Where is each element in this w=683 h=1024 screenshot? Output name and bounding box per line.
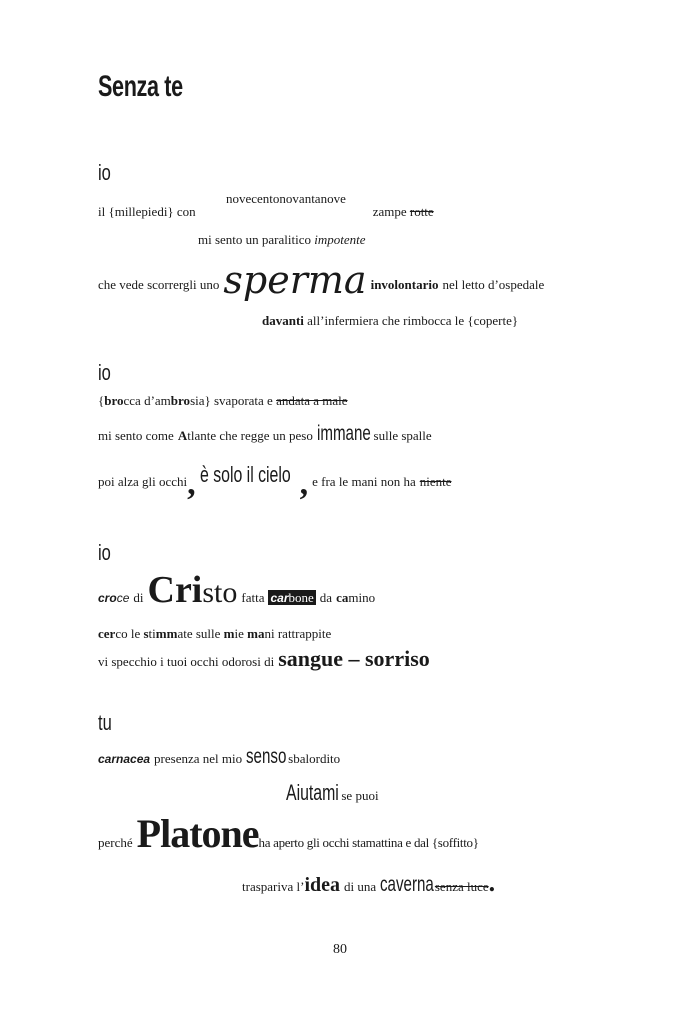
text-segment: che vede scorrergli uno: [98, 277, 220, 292]
stanza-4-line-2: [286, 780, 379, 806]
poem-title: Senza te: [98, 70, 183, 103]
text-segment: vi specchio i tuoi occhi odorosi di: [98, 654, 275, 669]
stanza-1-line-1-raised: novecentonovantanove: [226, 191, 346, 206]
bold-text: ma: [247, 626, 265, 641]
page-number: 80: [333, 942, 347, 957]
text-segment: fatta: [241, 590, 265, 605]
bold-text: cer: [98, 626, 116, 641]
bold-italic-text: carnacea: [98, 752, 151, 766]
stanza-3-line-2: [98, 626, 331, 642]
text-segment: poi alza gli occhi: [98, 474, 188, 489]
text-segment: e fra le mani non ha: [312, 474, 416, 489]
stanza-3-line-1: [98, 568, 375, 612]
stanza-2-line-2: [98, 422, 432, 446]
struck-text: senza luce: [434, 879, 489, 894]
large-bold-phrase: sangue – sorriso: [278, 646, 430, 671]
bold-italic-text: car: [270, 591, 289, 605]
large-italic-word: sperma: [223, 258, 367, 302]
inverted-word: [268, 590, 315, 605]
text-segment: da: [319, 590, 333, 605]
condensed-word: immane: [316, 422, 371, 445]
stanza-4-line-3: [98, 810, 479, 857]
struck-text: niente: [419, 474, 452, 489]
stanza-4-pronoun: tu: [98, 710, 112, 735]
stanza-1-pronoun: io: [98, 160, 111, 185]
bold-text: bro: [104, 393, 124, 408]
bold-italic-text: cro: [98, 591, 117, 605]
large-comma: ,: [187, 465, 196, 502]
condensed-word: senso: [246, 745, 287, 768]
bold-text: davanti: [262, 313, 304, 328]
bold-text: ca: [336, 590, 349, 605]
text-segment: all’infermiera che rimbocca le {coperte}: [307, 313, 519, 328]
text-segment: se puoi: [341, 788, 379, 803]
condensed-word: Aiutami: [286, 780, 339, 805]
stanza-4-line-4: [242, 868, 495, 898]
text-segment: cca d’am: [123, 393, 171, 408]
bold-text: bro: [170, 393, 191, 408]
stanza-2-line-1: [98, 393, 348, 409]
italic-text: ce: [116, 591, 130, 605]
large-bold-word: Platone: [136, 811, 259, 856]
large-period: .: [488, 868, 496, 897]
large-word: sto: [202, 576, 238, 609]
struck-text: andata a male: [276, 393, 348, 408]
stanza-1-line-1: [98, 204, 434, 220]
stanza-1-line-2: [198, 232, 366, 248]
text-segment: nel letto d’ospedale: [442, 277, 545, 292]
text-segment: co le: [115, 626, 141, 641]
text-segment: sulle spalle: [373, 428, 432, 443]
stanza-2-pronoun: io: [98, 360, 111, 385]
stanza-3-pronoun: io: [98, 540, 111, 565]
text-segment: di una: [344, 879, 377, 894]
text-segment: tlante che regge un peso: [187, 428, 313, 443]
bold-text: involontario: [370, 277, 439, 292]
stanza-4-line-1: [98, 745, 340, 769]
text-segment: sia} svaporata e: [190, 393, 273, 408]
text-segment: ie: [234, 626, 244, 641]
text-segment: il {millepiedi} con: [98, 204, 196, 219]
italic-text: impotente: [314, 232, 366, 247]
text-segment: mi sento un paralitico: [198, 232, 312, 247]
text-segment: ha aperto gli occhi stamattina e dal {soffitto}: [258, 835, 479, 850]
text-segment: zampe: [372, 204, 407, 219]
text-segment: sbalordito: [288, 751, 341, 766]
large-bold-word: Cri: [147, 569, 203, 611]
bold-text: m: [223, 626, 235, 641]
bold-text: A: [177, 428, 188, 443]
large-comma: ,: [299, 465, 309, 502]
stanza-2-line-3: [98, 462, 451, 503]
bold-text: s: [143, 626, 149, 641]
text-segment: ti: [148, 626, 156, 641]
text-segment: bone: [288, 590, 314, 605]
struck-text: rotte: [409, 204, 434, 219]
text-segment: ate sulle: [177, 626, 221, 641]
bold-word: idea: [304, 874, 341, 896]
text-segment: traspariva l’: [242, 879, 305, 894]
bold-text: mm: [155, 626, 178, 641]
text-segment: ni rattrappite: [264, 626, 332, 641]
text-segment: perché: [98, 835, 133, 850]
stanza-1-line-3: [98, 258, 544, 302]
condensed-phrase: è solo il cielo: [199, 462, 291, 487]
text-segment: mino: [348, 590, 376, 605]
text-segment: presenza nel mio: [154, 751, 243, 766]
text-segment: {: [98, 393, 105, 408]
condensed-word: caverna: [380, 873, 434, 896]
stanza-3-line-3: [98, 646, 430, 672]
text-segment: di: [133, 590, 144, 605]
text-segment: mi sento come: [98, 428, 174, 443]
stanza-1-line-4: [262, 313, 518, 329]
